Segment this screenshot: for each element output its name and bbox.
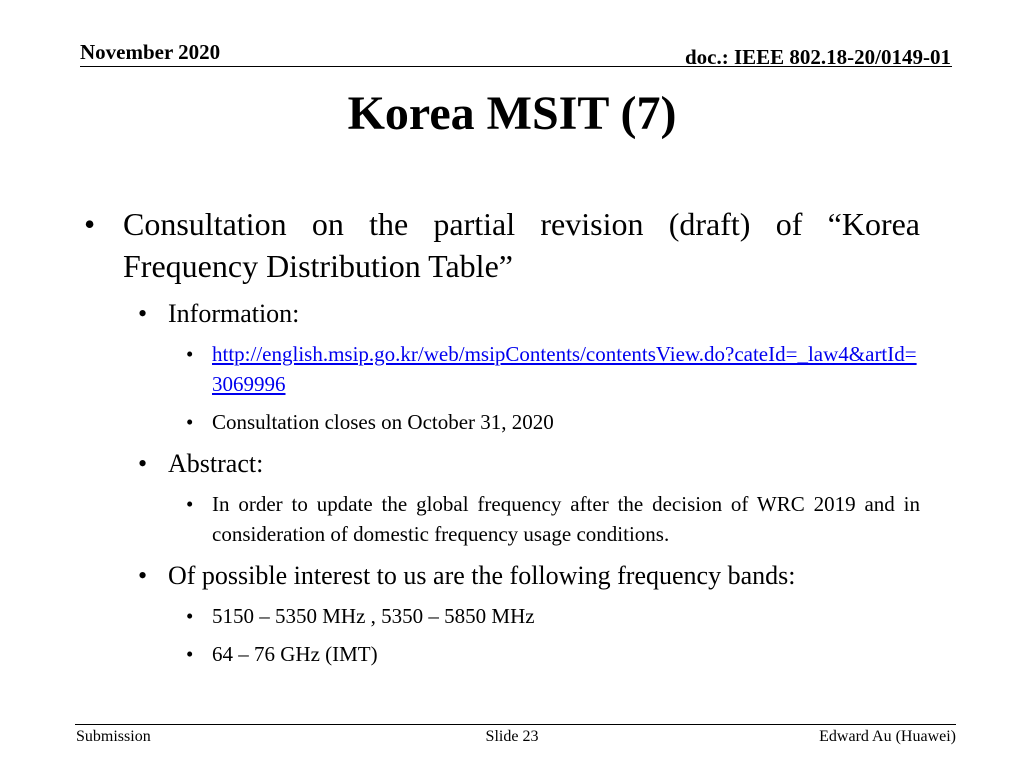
bullet-marker: • xyxy=(186,604,194,628)
information-label: Information: xyxy=(168,299,300,328)
abstract-label: Abstract: xyxy=(168,449,264,478)
abstract-text: In order to update the global frequency after the decision of WRC 2019 and in consideration of domestic frequency usage conditions. xyxy=(212,492,920,546)
header-doc-id: doc.: IEEE 802.18-20/0149-01 xyxy=(684,45,951,69)
footer-slide-number: Slide 23 xyxy=(485,728,539,745)
footer-divider xyxy=(75,724,956,725)
bullet-marker: • xyxy=(186,492,194,516)
bullet-marker: • xyxy=(84,206,96,242)
bullet-marker: • xyxy=(186,342,194,366)
bullet-interest xyxy=(80,559,920,593)
header-date: November 2020 xyxy=(80,40,221,64)
footer-submission: Submission xyxy=(76,728,151,745)
bullet-info-link xyxy=(80,339,920,399)
bullet-marker: • xyxy=(138,449,148,478)
bullet-marker: • xyxy=(186,410,194,434)
bullet-info-close xyxy=(80,407,920,437)
bullet-marker: • xyxy=(186,642,194,666)
band-2-text: 64 – 76 GHz (IMT) xyxy=(212,642,378,666)
bullet-marker: • xyxy=(138,561,148,590)
bullet-consultation-text: Consultation on the partial revision (draft) of “Korea Frequency Distribution Table” xyxy=(123,206,920,284)
bullet-information xyxy=(80,297,920,331)
bullet-band-2 xyxy=(80,639,920,669)
bullet-consultation xyxy=(80,203,920,287)
slide-content xyxy=(80,203,920,669)
slide-title: Korea MSIT (7) xyxy=(347,87,677,140)
band-1-text: 5150 – 5350 MHz , 5350 – 5850 MHz xyxy=(212,604,535,628)
bullet-abstract-text xyxy=(80,489,920,549)
consultation-close-text: Consultation closes on October 31, 2020 xyxy=(212,410,554,434)
bullet-band-1 xyxy=(80,601,920,631)
consultation-link[interactable]: http://english.msip.go.kr/web/msipContents/contentsView.do?cateId=_law4&artId=3069996 xyxy=(212,342,917,396)
header-divider xyxy=(80,66,952,67)
bullet-abstract xyxy=(80,447,920,481)
interest-label: Of possible interest to us are the following frequency bands: xyxy=(168,561,796,590)
bullet-marker: • xyxy=(138,299,148,328)
footer-author: Edward Au (Huawei) xyxy=(819,728,956,745)
